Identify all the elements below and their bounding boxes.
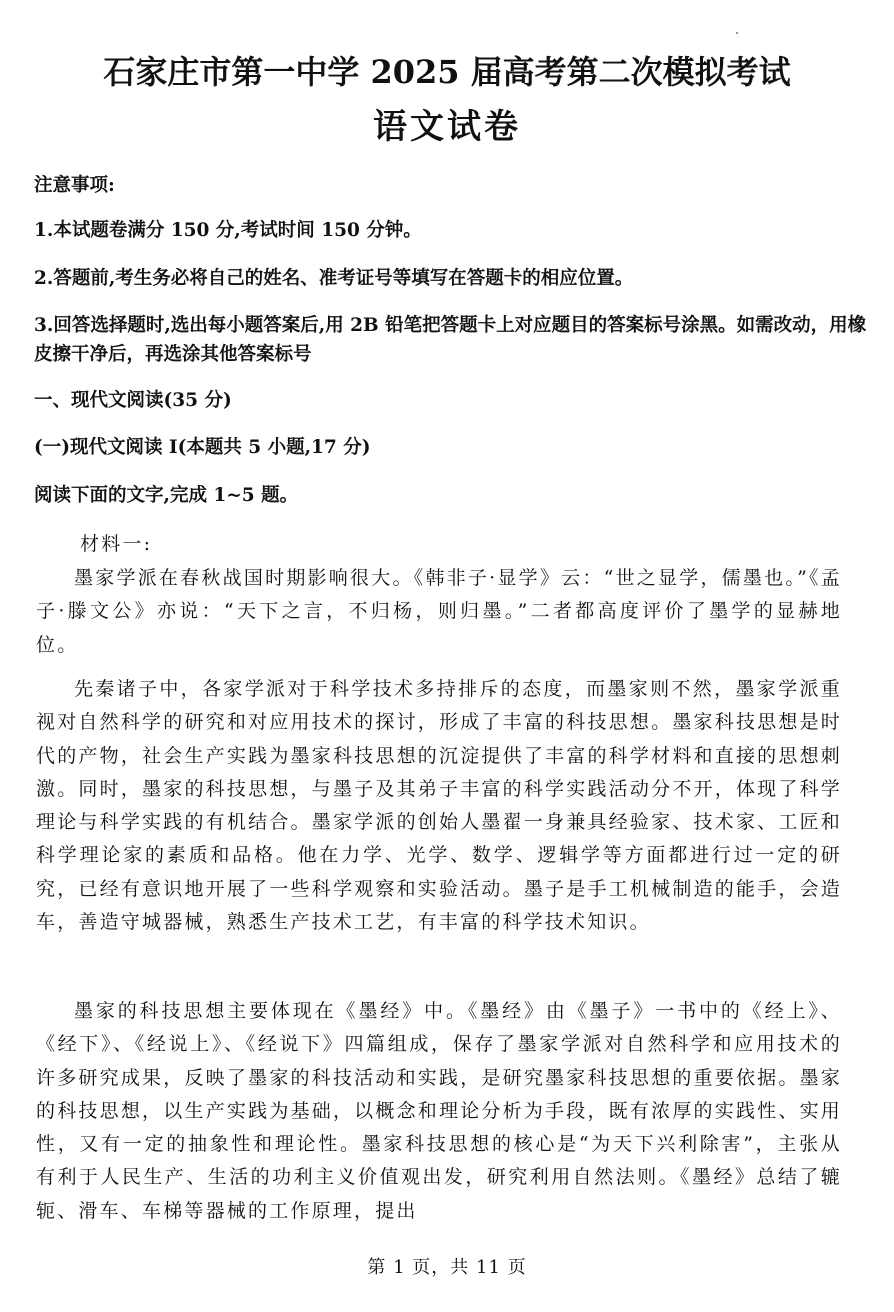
- exam-subject-title: 语文试卷: [373, 107, 521, 147]
- notice-item-1: 1.本试题卷满分 150 分,考试时间 150 分钟。: [34, 220, 422, 241]
- page-footer: 第 1 页，共 11 页: [367, 1257, 527, 1278]
- notice-heading: 注意事项:: [34, 175, 115, 196]
- section-heading-modern-reading: 一、现代文阅读(35 分): [34, 390, 232, 411]
- material-label: 材料一:: [80, 533, 153, 555]
- subsection-heading-reading-1: (一)现代文阅读 I(本题共 5 小题,17 分): [34, 437, 371, 458]
- notice-item-2: 2.答题前,考生务必将自己的姓名、准考证号等填写在答题卡的相应位置。: [34, 268, 634, 289]
- material-paragraph-2: 先秦诸子中，各家学派对于科学技术多持排斥的态度，而墨家则不然，墨家学派重视对自然科学的研究和对应用技术的探讨，形成了丰富的科技思想。墨家科技思想是时代的产物，社会生产实践为墨家科技思想的沉淀提供了丰富的科学材料和直接的思想刺激。同时，墨家的科技思想，与墨子及其弟子丰富的科学实践活动分不开，体现了科学理论与科学实践的有机结合。墨家学派的创始人墨翟一身兼具经验家、技术家、工匠和科学理论家的素质和品格。他在力学、光学、数学、逻辑学等方面都进行过一定的研究，已经有意识地开展了一些科学观察和实验活动。墨子是手工机械制造的能手，会造车，善造守城器械，熟悉生产技术工艺，有丰富的科学技术知识。: [36, 678, 842, 934]
- exam-title: 石家庄市第一中学 2025 届高考第二次模拟考试: [103, 53, 791, 91]
- reading-instruction: 阅读下面的文字,完成 1~5 题。: [34, 485, 299, 506]
- material-paragraph-1: 墨家学派在春秋战国时期影响很大。《韩非子·显学》云：“世之显学，儒墨也。”《孟子·滕文公》亦说：“天下之言，不归杨，则归墨。”二者都高度评价了墨学的显赫地位。: [36, 567, 842, 656]
- scan-speck: [736, 32, 738, 34]
- material-paragraph-3: 墨家的科技思想主要体现在《墨经》中。《墨经》由《墨子》一书中的《经上》、《经下》、《经说上》、《经说下》四篇组成，保存了墨家学派对自然科学和应用技术的许多研究成果，反映了墨家的科技活动和实践，是研究墨家科技思想的重要依据。墨家的科技思想，以生产实践为基础，以概念和理论分析为手段，既有浓厚的实践性、实用性，又有一定的抽象性和理论性。墨家科技思想的核心是“为天下兴利除害”，主张从有利于人民生产、生活的功利主义价值观出发，研究利用自然法则。《墨经》总结了辘轭、滑车、车梯等器械的工作原理，提出: [36, 1000, 842, 1222]
- notice-item-3: 3.回答选择题时,选出每小题答案后,用 2B 铅笔把答题卡上对应题目的答案标号涂黑。如需改动，用橡皮擦干净后，再选涂其他答案标号: [34, 315, 867, 365]
